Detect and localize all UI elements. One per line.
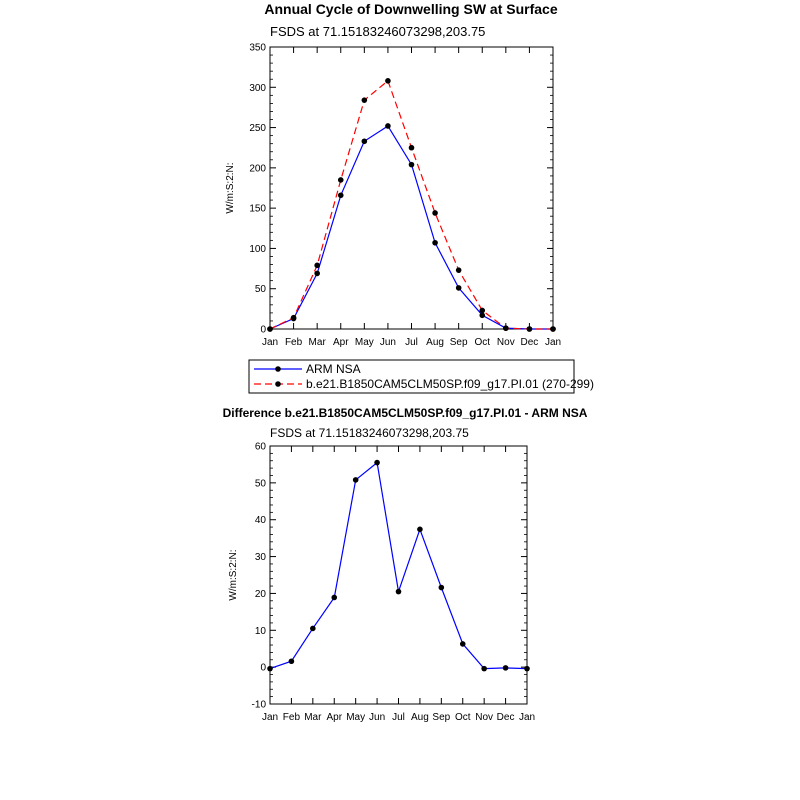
bottom-series-1-point (481, 666, 487, 672)
bottom-chart-title: Difference b.e21.B1850CAM5CLM50SP.f09_g17.PI.01 - ARM NSA (222, 406, 588, 420)
legend-label-model: b.e21.B1850CAM5CLM50SP.f09_g17.PI.01 (270-299) (306, 377, 594, 391)
bottom-series-1-point (396, 589, 402, 595)
top-chart-subtitle: FSDS at 71.15183246073298,203.75 (270, 24, 486, 39)
top-series-2-point (385, 78, 391, 84)
top-series-1-line (270, 126, 553, 329)
top-series-2-point (527, 326, 533, 332)
bottom-series-1-point (524, 666, 530, 672)
top-series-2-point (267, 326, 273, 332)
top-series-2-point (456, 267, 462, 273)
bottom-xtick-label: Mar (304, 712, 322, 723)
bottom-series-1-point (460, 641, 466, 647)
bottom-series-1-point (267, 666, 273, 672)
bottom-xtick-label: Sep (432, 712, 451, 723)
bottom-xtick-label: Feb (282, 712, 301, 723)
top-ytick-label: 0 (260, 324, 266, 336)
top-series-1-point (362, 138, 368, 144)
top-xtick-label: Jun (379, 337, 396, 348)
bottom-ytick-label: 60 (254, 441, 266, 453)
top-series-2-point (362, 97, 368, 103)
top-series-2-point (314, 263, 320, 269)
top-xtick-label: Apr (332, 337, 349, 348)
top-xtick-label: Mar (308, 337, 326, 348)
top-ytick-label: 250 (249, 123, 266, 135)
top-xtick-label: Jan (261, 337, 279, 348)
top-series-1-point (409, 162, 415, 168)
bottom-xtick-label: Jan (261, 712, 279, 723)
bottom-xtick-label: Nov (475, 712, 494, 723)
top-series-1-point (338, 192, 344, 198)
top-ytick-label: 50 (254, 284, 266, 296)
bottom-series-1-point (439, 585, 445, 591)
bottom-ytick-label: -10 (251, 699, 266, 711)
bottom-series-1-point (417, 526, 423, 532)
top-legend (249, 360, 594, 393)
top-plot-frame (270, 47, 553, 329)
bottom-xtick-label: Aug (411, 712, 429, 723)
top-ytick-label: 100 (249, 243, 266, 255)
top-xtick-label: Aug (426, 337, 444, 348)
bottom-xtick-label: Jan (518, 712, 536, 723)
top-series-1-point (385, 123, 391, 129)
top-series-2-point (503, 325, 509, 331)
top-xtick-label: Oct (474, 337, 491, 348)
bottom-ytick-label: 0 (260, 662, 266, 674)
bottom-xtick-label: Apr (326, 712, 343, 723)
bottom-plot-frame (270, 446, 527, 704)
bottom-series-1-point (374, 460, 380, 466)
bottom-series-1-point (353, 477, 359, 483)
top-ytick-label: 300 (249, 82, 266, 94)
bottom-series-1-point (503, 665, 509, 671)
bottom-ytick-label: 30 (254, 552, 266, 564)
top-ytick-label: 150 (249, 203, 266, 215)
legend-marker-model (275, 381, 281, 387)
top-series-2-point (409, 145, 415, 151)
bottom-series-1-point (331, 595, 337, 601)
bottom-ytick-label: 20 (254, 588, 266, 600)
top-series-1-point (432, 240, 438, 246)
bottom-xtick-label: Jul (392, 712, 405, 723)
top-series-1-point (479, 313, 485, 319)
bottom-series-1-line (270, 463, 527, 669)
bottom-xtick-label: Jun (369, 712, 386, 723)
top-xtick-label: Dec (520, 337, 539, 348)
top-series-1-point (456, 285, 462, 291)
top-xtick-label: Jan (544, 337, 562, 348)
legend-label-arm-nsa: ARM NSA (306, 362, 361, 376)
top-series-1-point (314, 271, 320, 277)
top-xtick-label: Sep (449, 337, 468, 348)
top-xtick-label: Feb (284, 337, 303, 348)
bottom-chart-subtitle: FSDS at 71.15183246073298,203.75 (270, 426, 469, 440)
top-series-2-point (432, 210, 438, 216)
top-series-2-point (479, 308, 485, 314)
bottom-plot-area (252, 442, 536, 724)
bottom-series-1-point (310, 626, 316, 632)
top-xtick-label: Jul (405, 337, 418, 348)
top-series-2-point (291, 315, 297, 321)
top-ytick-label: 350 (249, 42, 266, 54)
top-chart-ylabel: W/m:S:2:N: (225, 162, 236, 214)
top-series-2-point (550, 326, 556, 332)
top-xtick-label: Nov (496, 337, 515, 348)
bottom-series-1-point (289, 658, 295, 664)
top-series-2-point (338, 177, 344, 183)
top-series-2-line (270, 81, 553, 329)
bottom-ytick-label: 40 (254, 515, 266, 527)
top-xtick-label: May (354, 337, 374, 348)
top-ytick-label: 200 (249, 163, 266, 175)
bottom-xtick-label: May (346, 712, 366, 723)
bottom-chart-ylabel: W/m:S:2:N: (228, 549, 239, 601)
bottom-ytick-label: 10 (254, 625, 266, 637)
bottom-xtick-label: Dec (496, 712, 515, 723)
top-chart-title: Annual Cycle of Downwelling SW at Surface (264, 1, 558, 17)
legend-marker-arm-nsa (275, 366, 281, 372)
bottom-xtick-label: Oct (454, 712, 471, 723)
bottom-ytick-label: 50 (254, 478, 266, 490)
top-plot-area (249, 43, 561, 349)
